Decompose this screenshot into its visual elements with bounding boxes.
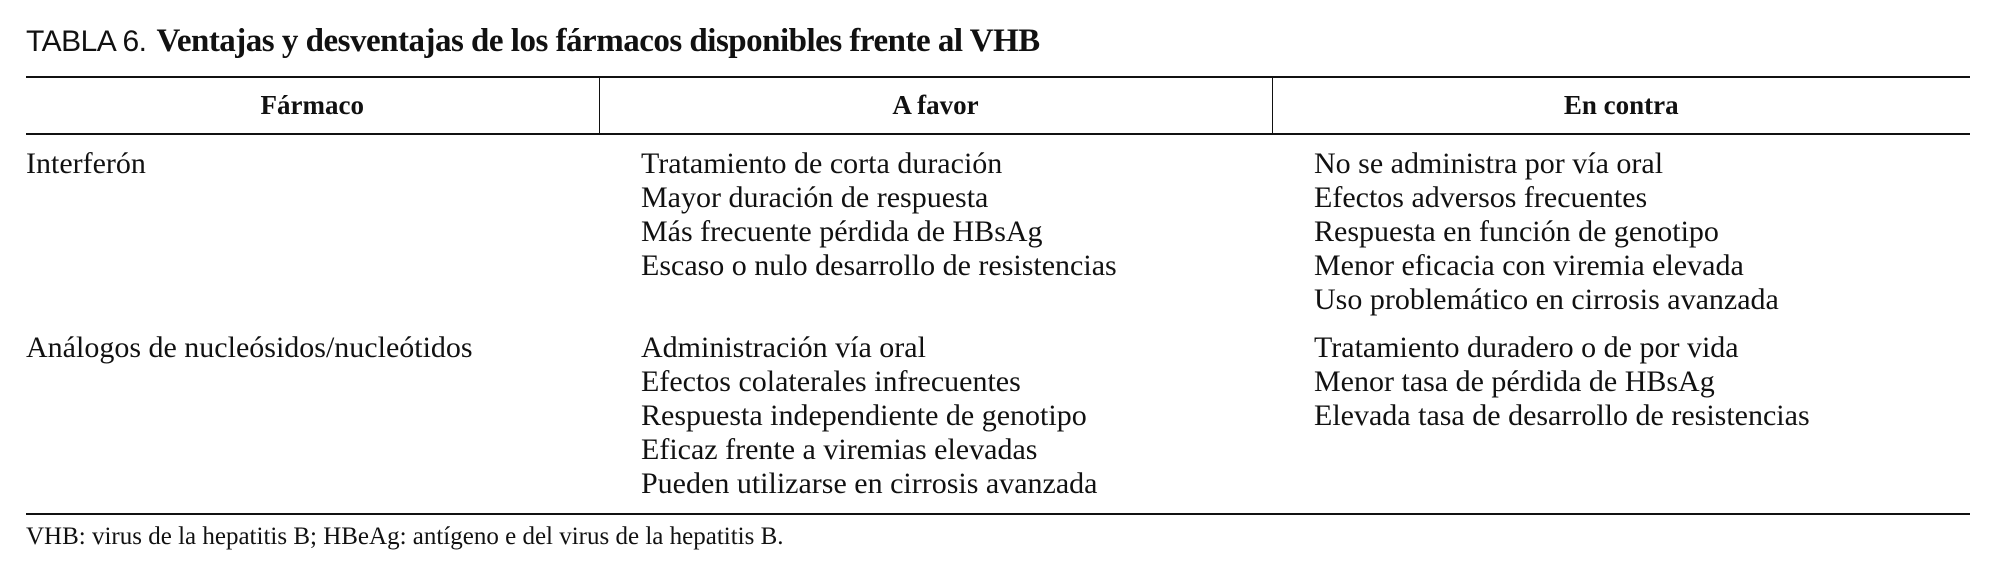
header-drug: Fármaco [26,77,599,134]
con-item: Respuesta en función de genotipo [1314,215,1719,248]
header-cons: En contra [1272,77,1970,134]
pro-item: Efectos colaterales infrecuentes [641,365,1021,398]
comparison-table-container [26,76,1970,515]
con-item: Efectos adversos frecuentes [1314,181,1648,214]
cons-cell [1272,317,1970,514]
pro-item: Escaso o nulo desarrollo de resistencias [641,249,1117,282]
pro-item: Administración vía oral [641,331,926,364]
con-item: No se administra por vía oral [1314,147,1664,180]
pros-cell [599,317,1272,514]
con-item: Elevada tasa de desarrollo de resistencias [1314,399,1810,432]
comparison-table [26,76,1970,515]
con-item: Menor tasa de pérdida de HBsAg [1314,365,1715,398]
header-pros: A favor [599,77,1272,134]
pro-item: Eficaz frente a viremias elevadas [641,433,1038,466]
con-item: Uso problemático en cirrosis avanzada [1314,283,1779,316]
drug-cell: Interferón [26,147,146,180]
pro-item: Más frecuente pérdida de HBsAg [641,215,1043,248]
pro-item: Tratamiento de corta duración [641,147,1003,180]
table-caption [26,16,1040,67]
table-title: Ventajas y desventajas de los fármacos disponibles frente al VHB [156,23,1040,59]
con-item: Tratamiento duradero o de por vida [1314,331,1739,364]
pro-item: Mayor duración de respuesta [641,181,989,214]
drug-cell: Análogos de nucleósidos/nucleótidos [26,317,599,514]
cons-cell [1272,134,1970,317]
pro-item: Respuesta independiente de genotipo [641,399,1087,432]
table-row [26,317,1970,514]
pros-cell [599,134,1272,317]
pro-item: Pueden utilizarse en cirrosis avanzada [641,467,1098,500]
table-footnote: VHB: virus de la hepatitis B; HBeAg: antígeno e del virus de la hepatitis B. [26,523,784,550]
table-row [26,134,1970,317]
con-item: Menor eficacia con viremia elevada [1314,249,1744,282]
table-number: TABLA 6. [26,25,147,58]
header-row [26,77,1970,134]
